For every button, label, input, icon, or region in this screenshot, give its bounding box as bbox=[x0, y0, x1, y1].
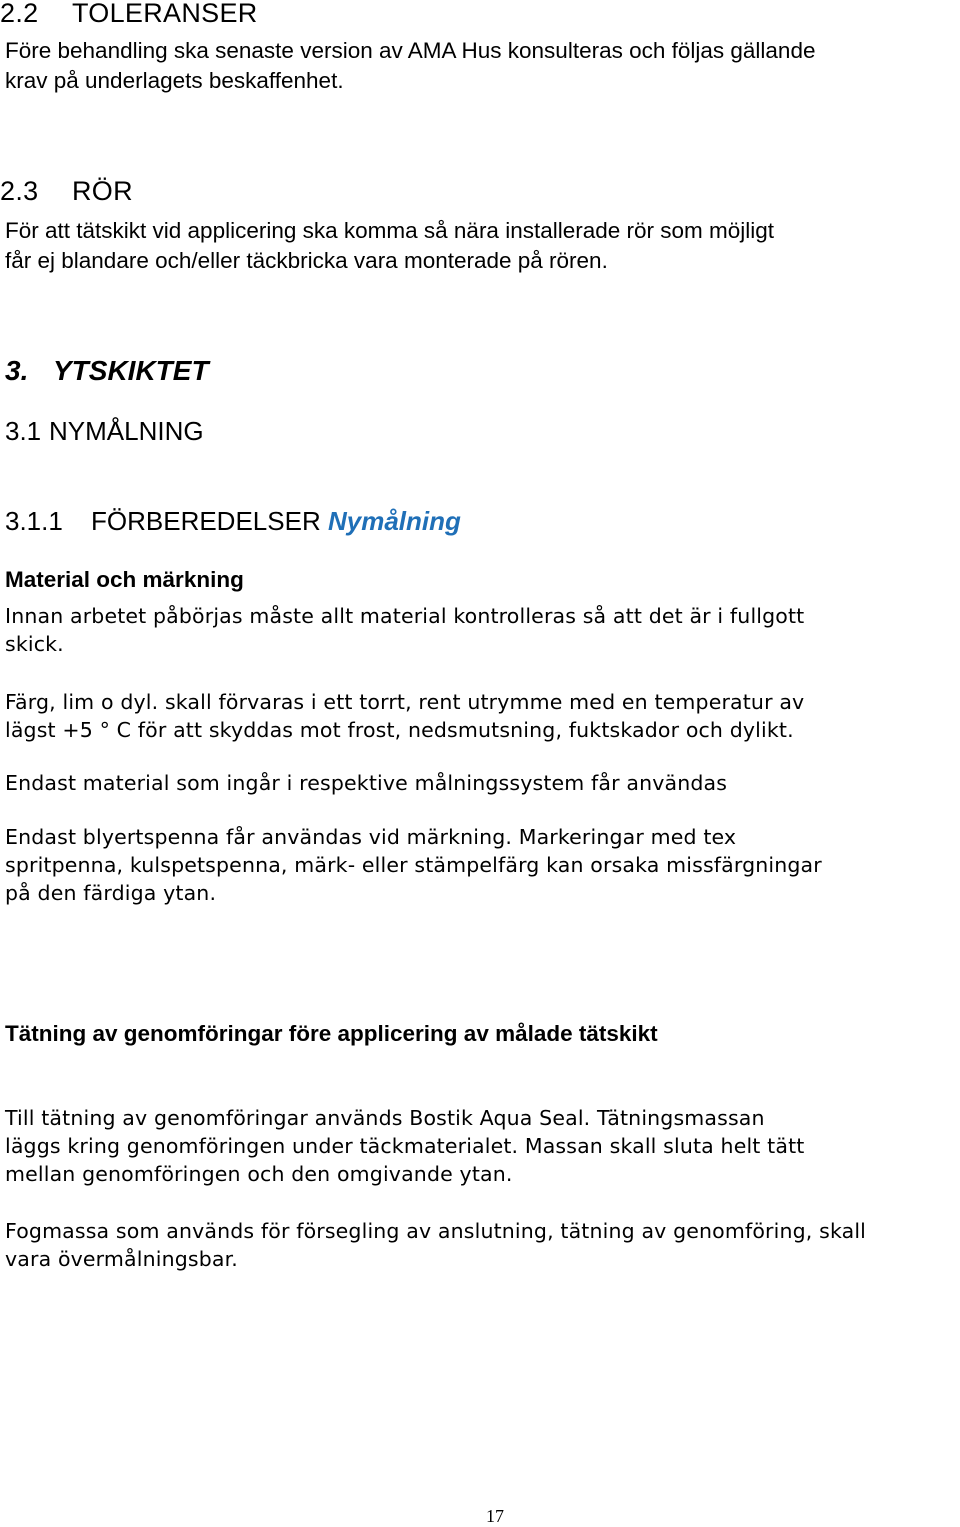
text-line: Färg, lim o dyl. skall förvaras i ett torrt, rent utrymme med en temperatur av bbox=[5, 690, 805, 714]
text-line: spritpenna, kulspetspenna, märk- eller stämpelfärg kan orsaka missfärgningar bbox=[5, 853, 822, 877]
text-line: Innan arbetet påbörjas måste allt material kontrolleras så att det är i fullgott bbox=[5, 604, 805, 628]
text-line: Endast material som ingår i respektive målningssystem får användas bbox=[5, 771, 728, 795]
sealing-heading: Tätning av genomföringar före applicering av målade tätskikt bbox=[5, 1021, 658, 1046]
text-line: Endast blyertspenna får användas vid märkning. Markeringar med tex bbox=[5, 825, 737, 849]
text-line: vara övermålningsbar. bbox=[5, 1247, 238, 1271]
material-paragraph-2 bbox=[5, 688, 804, 744]
section-2-3-heading bbox=[0, 175, 133, 207]
text-line: får ej blandare och/eller täckbricka vara monterade på rören. bbox=[5, 248, 608, 273]
text-line: krav på underlagets beskaffenhet. bbox=[5, 68, 344, 93]
section-accent-title: Nymålning bbox=[327, 506, 461, 536]
section-3-1-heading bbox=[5, 415, 204, 447]
section-title: FÖRBEREDELSER bbox=[91, 506, 321, 536]
text-line: skick. bbox=[5, 632, 64, 656]
section-3-1-1-heading bbox=[5, 505, 461, 537]
section-title: NYMÅLNING bbox=[49, 416, 204, 446]
section-title: RÖR bbox=[72, 176, 133, 206]
section-title: TOLERANSER bbox=[72, 0, 258, 28]
section-title: YTSKIKTET bbox=[53, 355, 209, 386]
material-paragraph-1 bbox=[5, 602, 804, 658]
section-3-heading bbox=[5, 354, 209, 388]
material-paragraph-3 bbox=[5, 769, 727, 797]
section-number: 3.1 bbox=[5, 416, 42, 446]
text-line: mellan genomföringen och den omgivande ytan. bbox=[5, 1162, 513, 1186]
text-line: lägst +5 ° C för att skyddas mot frost, nedsmutsning, fuktskador och dylikt. bbox=[5, 718, 794, 742]
text-line: Före behandling ska senaste version av AMA Hus konsulteras och följas gällande bbox=[5, 38, 816, 63]
section-2-2-heading bbox=[0, 0, 258, 29]
section-number: 2.2 bbox=[0, 0, 39, 28]
text-line: på den färdiga ytan. bbox=[5, 881, 217, 905]
sealing-paragraph-2 bbox=[5, 1217, 866, 1273]
text-line: Fogmassa som används för försegling av anslutning, tätning av genomföring, skall bbox=[5, 1219, 867, 1243]
section-2-3-text bbox=[5, 216, 774, 276]
material-heading: Material och märkning bbox=[5, 567, 244, 592]
page-number: 17 bbox=[486, 1506, 504, 1526]
section-number: 2.3 bbox=[0, 176, 39, 206]
section-2-2-text bbox=[5, 36, 815, 96]
section-number: 3.1.1 bbox=[5, 506, 63, 536]
text-line: Till tätning av genomföringar används Bostik Aqua Seal. Tätningsmassan bbox=[5, 1106, 765, 1130]
sealing-paragraph-1 bbox=[5, 1104, 804, 1188]
text-line: För att tätskikt vid applicering ska komma så nära installerade rör som möjligt bbox=[5, 218, 775, 243]
material-paragraph-4 bbox=[5, 823, 822, 907]
section-number: 3. bbox=[5, 355, 29, 386]
text-line: läggs kring genomföringen under täckmaterialet. Massan skall sluta helt tätt bbox=[5, 1134, 805, 1158]
